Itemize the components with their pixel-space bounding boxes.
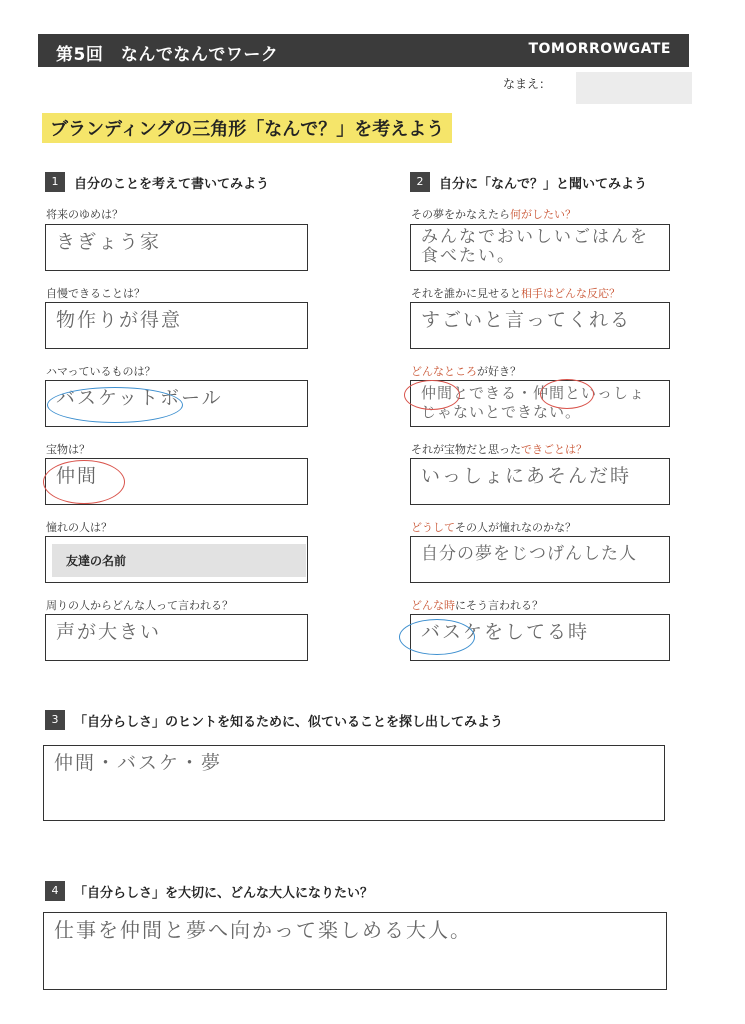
s2-label-6-highlight: どんな時 <box>411 599 455 612</box>
s2-label-2 <box>411 285 620 301</box>
worksheet-title: 第5回 なんでなんでワーク <box>56 45 279 65</box>
s1-label-2: 自慢できることは？ <box>46 287 145 300</box>
name-field-redacted <box>576 72 692 104</box>
s2-label-2-pre: それを誰かに見せると <box>411 287 521 300</box>
s1-answer-2: 物作りが得意 <box>56 309 183 331</box>
s2-answer-6: バスケをしてる時 <box>421 621 590 643</box>
s1-answer-box-2 <box>45 302 308 349</box>
s1-answer-box-4 <box>45 458 308 505</box>
page-title: ブランディングの三角形「なんで？」を考えよう <box>42 113 452 143</box>
section4-header <box>45 881 373 901</box>
s2-label-1-highlight: 何がしたい？ <box>510 208 576 221</box>
s1-answer-box-6 <box>45 614 308 661</box>
s3-answer-box <box>43 745 665 821</box>
s2-label-5-post: その人が憧れなのかな？ <box>455 521 576 534</box>
s1-answer-box-1 <box>45 224 308 271</box>
section4-number: 4 <box>45 881 65 901</box>
s1-label-4: 宝物は？ <box>46 443 90 456</box>
section3-header <box>45 710 503 730</box>
section2-header <box>410 172 647 192</box>
s2-label-3-highlight: どんなところ <box>411 365 477 378</box>
s2-label-4 <box>411 441 587 457</box>
s1-label-5: 憧れの人は？ <box>46 521 112 534</box>
s1-answer-5-redacted: 友達の名前 <box>52 544 306 577</box>
s2-answer-4: いっしょにあそんだ時 <box>421 465 632 487</box>
s1-label-6: 周りの人からどんな人って言われる？ <box>46 599 233 612</box>
s2-label-3 <box>411 363 521 379</box>
s4-answer: 仕事を仲間と夢へ向かって楽しめる大人。 <box>54 918 472 942</box>
s2-label-4-pre: それが宝物だと思った <box>411 443 521 456</box>
s2-answer-box-6 <box>410 614 670 661</box>
section1-title: 自分のことを考えて書いてみよう <box>74 176 270 192</box>
section1-header <box>45 172 269 192</box>
header-bar <box>38 34 689 67</box>
s3-answer: 仲間・バスケ・夢 <box>54 752 223 774</box>
s1-answer-1: きぎょう家 <box>56 231 162 253</box>
s1-answer-box-3 <box>45 380 308 427</box>
s2-label-2-highlight: 相手はどんな反応？ <box>521 287 620 300</box>
s2-label-5-highlight: どうして <box>411 521 455 534</box>
s4-answer-box <box>43 912 667 990</box>
section2-number: 2 <box>410 172 430 192</box>
s2-answer-box-5 <box>410 536 670 583</box>
brand-name: TOMORROWGATE <box>528 41 671 57</box>
s2-label-3-post: が好き？ <box>477 365 521 378</box>
s2-label-4-highlight: できごとは？ <box>521 443 587 456</box>
s2-answer-box-4 <box>410 458 670 505</box>
s2-label-1 <box>411 206 576 222</box>
s2-label-1-pre: その夢をかなえたら <box>411 208 510 221</box>
s2-label-6-post: にそう言われる？ <box>455 599 543 612</box>
s1-label-3: ハマっているものは？ <box>46 365 156 378</box>
s1-answer-3: バスケットボール <box>56 387 223 409</box>
s2-answer-box-2 <box>410 302 670 349</box>
s2-answer-box-3 <box>410 380 670 427</box>
section1-number: 1 <box>45 172 65 192</box>
s2-answer-box-1 <box>410 224 670 271</box>
section3-number: 3 <box>45 710 65 730</box>
section4-title: 「自分らしさ」を大切に、どんな大人になりたい？ <box>74 885 374 901</box>
s1-answer-4: 仲間 <box>56 465 99 487</box>
s2-answer-5: 自分の夢をじつげんした人 <box>421 544 637 564</box>
section3-title: 「自分らしさ」のヒントを知るために、似ていることを探し出してみよう <box>74 714 504 730</box>
s2-label-6 <box>411 597 543 613</box>
s1-label-1: 将来のゆめは？ <box>46 208 123 221</box>
section2-title: 自分に「なんで？」と聞いてみよう <box>439 176 648 192</box>
s1-answer-6: 声が大きい <box>56 621 162 643</box>
name-label: なまえ： <box>503 77 552 91</box>
s2-answer-2: すごいと言ってくれる <box>421 309 632 331</box>
s1-answer-box-5 <box>45 536 308 583</box>
s2-answer-1: みんなでおいしいごはんを食べたい。 <box>421 227 649 266</box>
s2-label-5 <box>411 519 576 535</box>
s2-answer-3: 仲間とできる・仲間といっしょじゃないとできない。 <box>421 384 646 421</box>
